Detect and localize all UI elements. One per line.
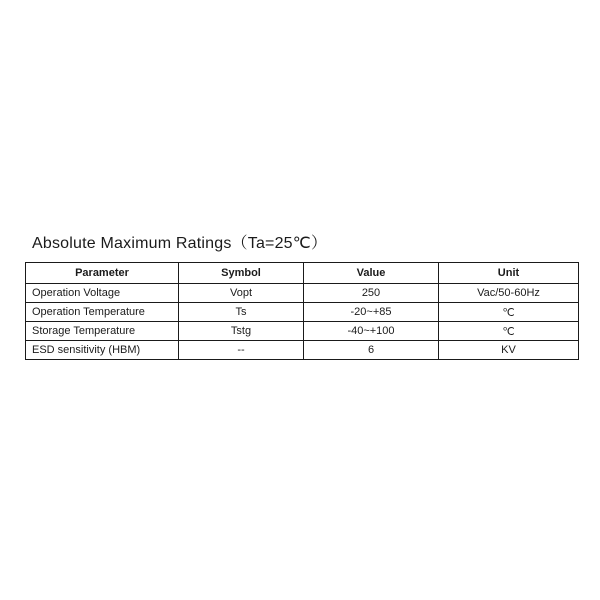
cell-unit: ℃ bbox=[439, 322, 579, 341]
table-row-operation-temperature bbox=[26, 303, 579, 322]
cell-parameter: Operation Voltage bbox=[26, 284, 179, 303]
cell-unit: Vac/50-60Hz bbox=[439, 284, 579, 303]
cell-symbol: Ts bbox=[179, 303, 304, 322]
column-header-parameter: Parameter bbox=[26, 263, 179, 284]
cell-symbol: Tstg bbox=[179, 322, 304, 341]
table-row-storage-temperature bbox=[26, 322, 579, 341]
table-header-row bbox=[26, 263, 579, 284]
cell-value: -20~+85 bbox=[304, 303, 439, 322]
cell-value: 6 bbox=[304, 341, 439, 360]
cell-symbol: -- bbox=[179, 341, 304, 360]
absolute-maximum-ratings-table bbox=[25, 262, 579, 360]
cell-value: 250 bbox=[304, 284, 439, 303]
cell-symbol: Vopt bbox=[179, 284, 304, 303]
cell-unit: ℃ bbox=[439, 303, 579, 322]
column-header-symbol: Symbol bbox=[179, 263, 304, 284]
column-header-value: Value bbox=[304, 263, 439, 284]
table-row-operation-voltage bbox=[26, 284, 579, 303]
cell-parameter: Storage Temperature bbox=[26, 322, 179, 341]
cell-parameter: Operation Temperature bbox=[26, 303, 179, 322]
cell-parameter: ESD sensitivity (HBM) bbox=[26, 341, 179, 360]
table-row-esd-sensitivity bbox=[26, 341, 579, 360]
cell-value: -40~+100 bbox=[304, 322, 439, 341]
column-header-unit: Unit bbox=[439, 263, 579, 284]
page-title: Absolute Maximum Ratings（Ta=25℃） bbox=[32, 235, 328, 252]
cell-unit: KV bbox=[439, 341, 579, 360]
